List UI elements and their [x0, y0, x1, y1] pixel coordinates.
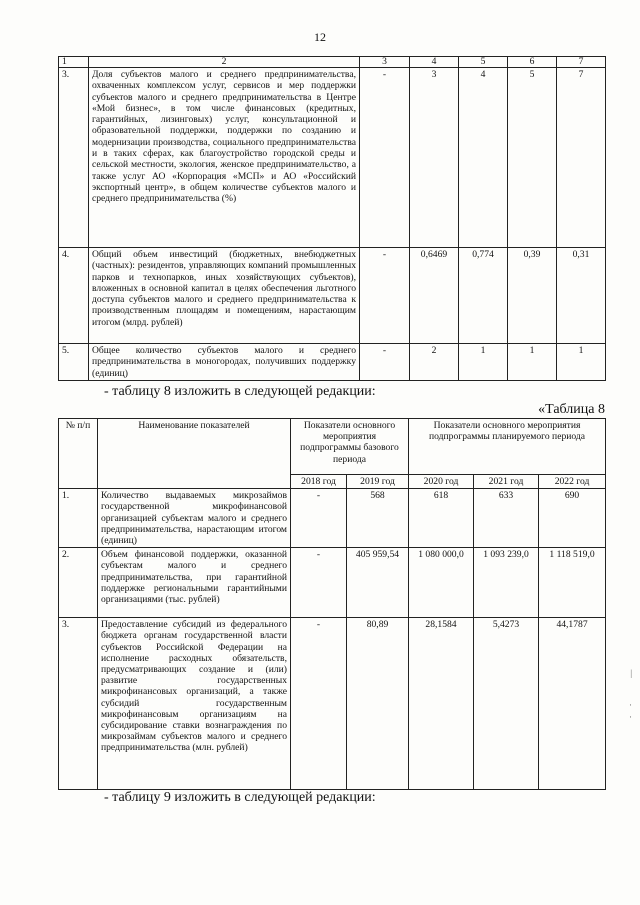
column-number-row: [59, 57, 606, 68]
header-row: [59, 419, 606, 475]
indicator-value: -: [291, 489, 347, 548]
year-header: 2019 год: [347, 475, 409, 489]
column-header-name: Наименование показателей: [98, 419, 291, 489]
indicator-value: 28,1584: [409, 618, 474, 790]
indicator-value: 5: [508, 68, 557, 248]
indicator-value: -: [360, 248, 410, 344]
column-number: 7: [557, 57, 606, 68]
scan-mark: ·: [629, 700, 632, 710]
indicator-value: 1: [459, 344, 508, 381]
indicator-value: -: [291, 548, 347, 618]
indicator-value: 3: [410, 68, 459, 248]
column-number: 5: [459, 57, 508, 68]
year-header: 2020 год: [409, 475, 474, 489]
column-header-base-period: Показатели основного мероприятия подпрограммы базового периода: [291, 419, 409, 475]
indicator-value: 1 080 000,0: [409, 548, 474, 618]
column-header-planned-period: Показатели основного мероприятия подпрограммы планируемого периода: [409, 419, 606, 475]
indicator-value: 0,31: [557, 248, 606, 344]
column-number: 2: [89, 57, 360, 68]
instruction-text: - таблицу 9 изложить в следующей редакции:: [104, 790, 376, 805]
instruction-text: - таблицу 8 изложить в следующей редакции:: [104, 384, 376, 399]
row-number: 2.: [59, 548, 98, 618]
indicator-value: 44,1787: [539, 618, 606, 790]
table-caption: «Таблица 8: [538, 402, 605, 417]
indicator-value: -: [360, 344, 410, 381]
table-row: [59, 548, 606, 618]
indicator-value: 1 093 239,0: [474, 548, 539, 618]
column-number: 3: [360, 57, 410, 68]
row-number: 3.: [59, 68, 89, 248]
table-row: [59, 68, 606, 248]
table-row: [59, 489, 606, 548]
indicator-value: 568: [347, 489, 409, 548]
indicator-value: -: [291, 618, 347, 790]
scan-mark: ·: [629, 712, 632, 722]
year-header: 2022 год: [539, 475, 606, 489]
indicator-name: Общее количество субъектов малого и среднего предпринимательства в моногородах, получивших поддержку (единиц): [89, 344, 360, 381]
row-number: 1.: [59, 489, 98, 548]
indicator-value: 0,6469: [410, 248, 459, 344]
year-header: 2021 год: [474, 475, 539, 489]
indicator-value: 690: [539, 489, 606, 548]
row-number: 5.: [59, 344, 89, 381]
table-row: [59, 344, 606, 381]
indicator-value: 4: [459, 68, 508, 248]
indicator-name: Доля субъектов малого и среднего предпринимательства, охваченных комплексом услуг, сервисов и мер поддержки субъектов малого и среднего предпринимательства в Центре «Мой бизнес», в том числе финансовых (кредитных, гарантийных, лизинговых) услуг, консультационной и образовательной поддержки, поддержки по созданию и модернизации производства, социального предпринимательства и в таких сферах, как благоустройство городской среды и сельской местности, экология, женское предпринимательство, а также услуг АО «Корпорация «МСП» и АО «Российский экспортный центр», в общем количестве субъектов малого и среднего предпринимательства (%): [89, 68, 360, 248]
column-number: 4: [410, 57, 459, 68]
indicator-value: 405 959,54: [347, 548, 409, 618]
row-number: 3.: [59, 618, 98, 790]
indicator-value: 618: [409, 489, 474, 548]
indicator-value: 633: [474, 489, 539, 548]
indicator-value: 1 118 519,0: [539, 548, 606, 618]
year-header: 2018 год: [291, 475, 347, 489]
indicator-name: Общий объем инвестиций (бюджетных, внебюджетных (частных): резидентов, управляющих компаний промышленных парков и технопарков, иных хозяйствующих субъектов), вложенных в основной капитал в целях обеспечения льготного доступа субъектов малого и среднего предпринимательства к производственным площадям и помещениям, нарастающим итогом (млрд. рублей): [89, 248, 360, 344]
column-header-number: № п/п: [59, 419, 98, 489]
scan-mark: |: [630, 668, 632, 678]
indicator-value: 7: [557, 68, 606, 248]
indicator-value: 0,774: [459, 248, 508, 344]
page-number: 12: [314, 30, 326, 44]
table-8: [58, 418, 606, 790]
column-number: 6: [508, 57, 557, 68]
indicator-value: 2: [410, 344, 459, 381]
indicator-value: 1: [557, 344, 606, 381]
indicator-value: 80,89: [347, 618, 409, 790]
indicator-name: Количество выдаваемых микрозаймов государственной микрофинансовой организацией субъектам малого и среднего предпринимательства, нарастающим итогом (единиц): [98, 489, 291, 548]
table-row: [59, 618, 606, 790]
indicators-table-continued: [58, 56, 606, 381]
indicator-value: 0,39: [508, 248, 557, 344]
indicator-name: Предоставление субсидий из федерального бюджета органам государственной власти субъектов Российской Федерации на исполнение расходных обязательств, предусматривающих создание и (или) развитие государственных микрофинансовых организаций, а также субсидий государственным микрофинансовым организациям на субсидирование ставки вознаграждения по микрозаймам субъектов малого и среднего предпринимательства (млн. рублей): [98, 618, 291, 790]
indicator-value: 1: [508, 344, 557, 381]
indicator-name: Объем финансовой поддержки, оказанной субъектам малого и среднего предпринимательства, при гарантийной поддержке региональными гарантийными организациями (тыс. рублей): [98, 548, 291, 618]
table-row: [59, 248, 606, 344]
column-number: 1: [59, 57, 89, 68]
row-number: 4.: [59, 248, 89, 344]
indicator-value: 5,4273: [474, 618, 539, 790]
indicator-value: -: [360, 68, 410, 248]
